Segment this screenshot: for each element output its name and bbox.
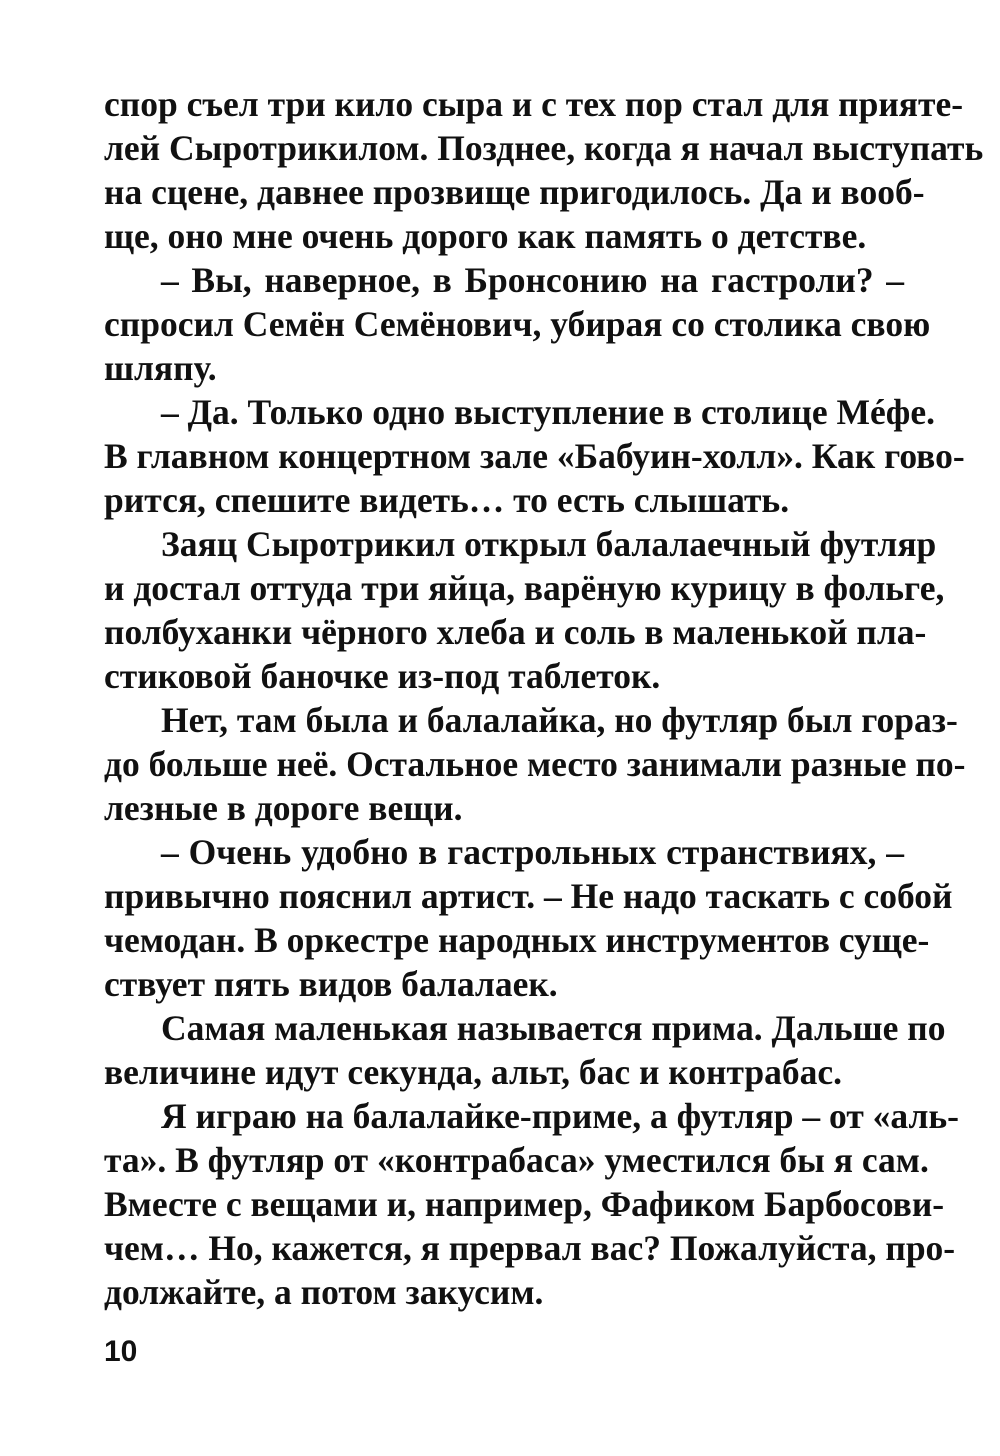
text-line: Нет, там была и балалайка, но футляр был гораз- bbox=[161, 700, 958, 740]
text-line: – Вы, наверное, в Бронсонию на гастроли? – bbox=[161, 260, 904, 300]
text-line: на сцене, давнее прозвище пригодилось. Да и вооб- bbox=[104, 172, 925, 212]
text-line: – Да. Только одно выступление в столице Мéфе. bbox=[161, 392, 935, 432]
page-number: 10 bbox=[104, 1335, 138, 1368]
page-text bbox=[104, 82, 984, 1314]
text-line: привычно пояснил артист. – Не надо таскать с собой bbox=[104, 876, 953, 916]
text-line: Заяц Сыротрикил открыл балалаечный футляр bbox=[161, 524, 937, 564]
text-line: должайте, а потом закусим. bbox=[104, 1272, 544, 1312]
text-line: и достал оттуда три яйца, варёную курицу в фольге, bbox=[104, 568, 945, 608]
text-line: чемодан. В оркестре народных инструментов суще- bbox=[104, 920, 930, 960]
text-line: до больше неё. Остальное место занимали разные по- bbox=[104, 744, 966, 784]
text-line: полбуханки чёрного хлеба и соль в маленькой пла- bbox=[104, 612, 927, 652]
text-line: величине идут секунда, альт, бас и контрабас. bbox=[104, 1052, 842, 1092]
text-line: Я играю на балалайке-приме, а футляр – от «аль- bbox=[161, 1096, 959, 1136]
text-line: ствует пять видов балалаек. bbox=[104, 964, 558, 1004]
text-line: Вместе с вещами и, например, Фафиком Барбосови- bbox=[104, 1184, 945, 1224]
text-line: шляпу. bbox=[104, 348, 217, 388]
text-line: спросил Семён Семёнович, убирая со столика свою bbox=[104, 304, 931, 344]
text-line: В главном концертном зале «Бабуин-холл». Как гово- bbox=[104, 436, 965, 476]
text-line: – Очень удобно в гастрольных странствиях, – bbox=[161, 832, 904, 872]
text-line: чем… Но, кажется, я прервал вас? Пожалуйста, про- bbox=[104, 1228, 956, 1268]
text-line: ще, оно мне очень дорого как память о детстве. bbox=[104, 216, 867, 256]
text-line: лезные в дороге вещи. bbox=[104, 788, 463, 828]
text-line: лей Сыротрикилом. Позднее, когда я начал выступать bbox=[104, 128, 984, 168]
text-line: рится, спешите видеть… то есть слышать. bbox=[104, 480, 790, 520]
text-line: стиковой баночке из-под таблеток. bbox=[104, 656, 661, 696]
text-line: та». В футляр от «контрабаса» уместился бы я сам. bbox=[104, 1140, 929, 1180]
text-line: спор съел три кило сыра и с тех пор стал для прияте- bbox=[104, 84, 964, 124]
text-line: Самая маленькая называется прима. Дальше по bbox=[161, 1008, 946, 1048]
